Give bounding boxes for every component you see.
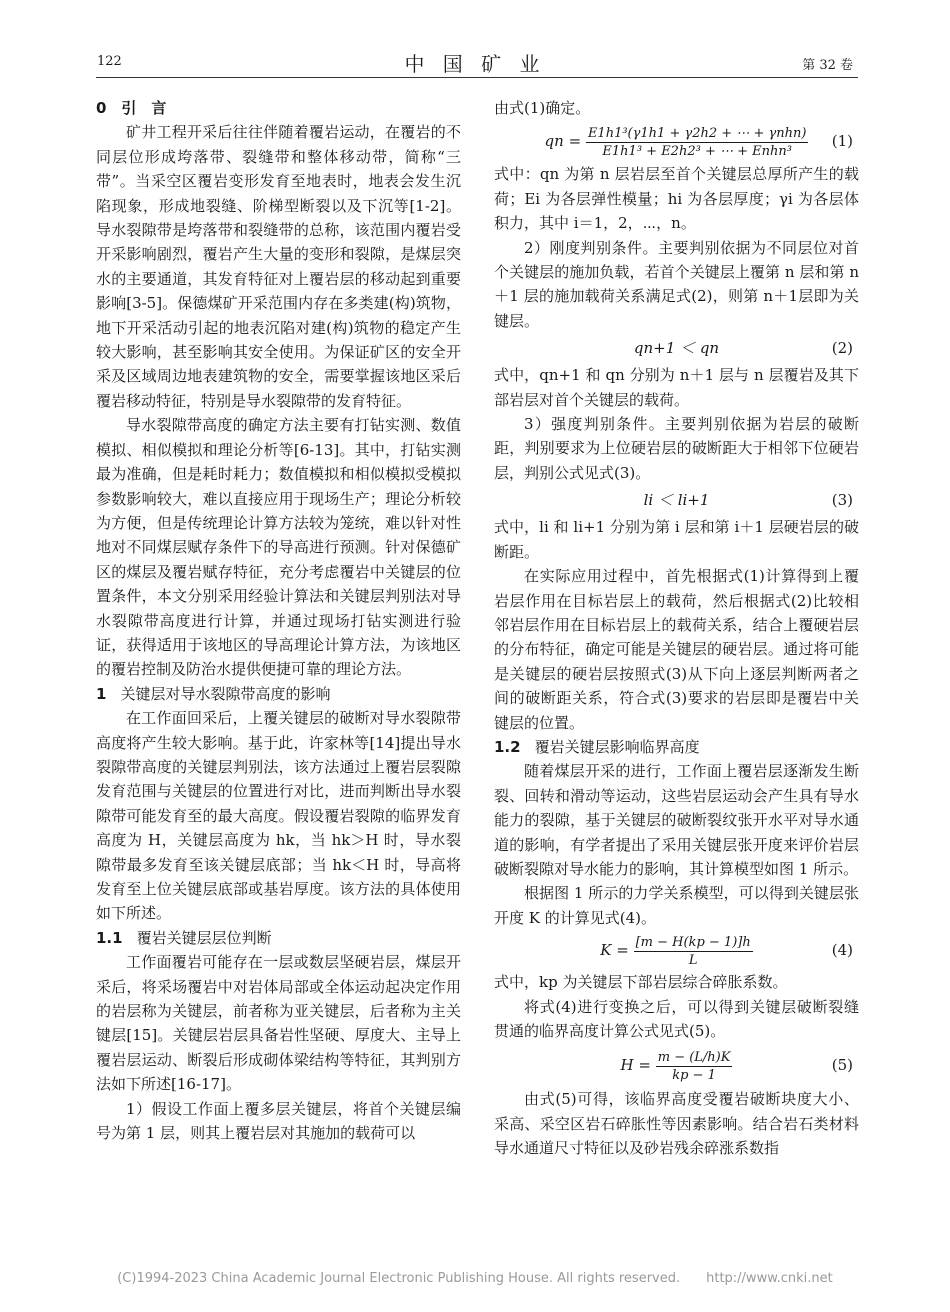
numerator: [m − H(kp − 1)]h xyxy=(635,934,751,950)
equation-2 xyxy=(494,333,859,363)
paragraph: 式中，kp 为关键层下部岩层综合碎胀系数。 xyxy=(494,973,788,992)
paragraph: 式中，li 和 li+1 分别为第 i 层和第 i＋1 层硬岩层的破断距。 xyxy=(494,518,859,561)
paragraph: 将式(4)进行变换之后，可以得到关键层破断裂缝贯通的临界高度计算公式见式(5)。 xyxy=(494,997,859,1040)
page-number: 122 xyxy=(97,54,122,69)
equation-3 xyxy=(494,485,859,515)
fraction xyxy=(656,1049,733,1084)
paragraph: 导水裂隙带高度的确定方法主要有打钻实测、数值模拟、相似模拟和理论分析等[6-13]。其中，打钻实测最为准确，但是耗时耗力；数值模拟和相似模拟受模拟参数影响较大，难以直接应用于现场生产；理论分析较为方便，但是传统理论计算方法较为笼统，难以针对性地对不同煤层赋存条件下的导高进行预测。针对保德矿区的煤层及覆岩赋存特征，充分考虑覆岩中关键层的位置条件，本文分别采用经验计算法和关键层判别法对导水裂隙带高度进行计算，并通过现场打钻实测进行验证，获得适用于该地区的导高理论计算方法，为该地区的覆岩控制及防治水提供便捷可靠的理论方法。 xyxy=(96,416,461,679)
right-column xyxy=(494,96,859,1161)
paragraph: 2）刚度判别条件。主要判别依据为不同层位对首个关键层的施加负载，若首个关键层上覆第 n 层和第 n＋1 层的施加载荷关系满足式(2)，则第 n＋1层即为关键层。 xyxy=(494,238,859,330)
paragraph: 式中，qn+1 和 qn 分别为 n＋1 层与 n 层覆岩及其下部岩层对首个关键层的载荷。 xyxy=(494,366,859,409)
equation-number: (1) xyxy=(831,132,853,151)
paragraph: 工作面覆岩可能存在一层或数层坚硬岩层，煤层开采后，将采场覆岩中对岩体局部或全体运动起决定作用的岩层称为关键层，前者称为亚关键层，后者称为主关键层[15]。关键层岩层具备岩性坚硬、厚度大、主导上覆岩层运动、断裂后形成砌体梁结构等特征，其判别方法如下所述[16-17]。 xyxy=(96,953,461,1094)
paragraph: 由式(1)确定。 xyxy=(494,99,591,117)
paragraph: 随着煤层开采的进行，工作面上覆岩层逐渐发生断裂、回转和滑动等运动，这些岩层运动会产生具有导水能力的裂隙，基于关键层的破断裂纹张开水平对导水通道的影响，有学者提出了采用关键层张开度来评价岩层破断裂隙对导水能力的影响，其计算模型如图 1 所示。 xyxy=(494,762,859,878)
equation-number: (5) xyxy=(831,1056,853,1075)
journal-name: 中 国 矿 业 xyxy=(404,52,546,76)
section-heading-1-2 xyxy=(494,735,859,759)
numerator: m − (L/h)K xyxy=(657,1049,731,1065)
numerator: E1h1³(γ1h1 + γ2h2 + ⋯ + γnhn) xyxy=(587,125,807,141)
denominator: kp − 1 xyxy=(672,1067,716,1083)
paragraph: 由式(5)可得，该临界高度受覆岩破断块度大小、采高、采空区岩石碎胀性等因素影响。结合岩石类材料导水通道尺寸特征以及砂岩残余碎涨系数指 xyxy=(494,1090,859,1158)
section-number: 1.2 xyxy=(494,737,521,756)
section-heading-intro: 0 引 言 xyxy=(96,99,167,117)
equation-5 xyxy=(494,1043,859,1087)
volume-label: 第 32 卷 xyxy=(802,58,853,73)
header-divider xyxy=(96,77,858,78)
equation-body: li ＜ li+1 xyxy=(643,491,710,510)
equation-number: (3) xyxy=(831,491,853,510)
paragraph: 式中：qn 为第 n 层岩层至首个关键层总厚所产生的载荷；Ei 为各层弹性模量；hi 为各层厚度；γi 为各层体积力，其中 i＝1，2，⋯，n。 xyxy=(494,165,859,233)
section-title: 覆岩关键层影响临界高度 xyxy=(534,737,700,756)
page-header xyxy=(0,52,950,76)
paragraph: 矿井工程开采后往往伴随着覆岩运动，在覆岩的不同层位形成垮落带、裂缝带和整体移动带，简称“三带”。当采空区覆岩变形发育至地表时，地表会发生沉陷现象，形成地裂缝、阶梯型断裂以及下沉等[1-2]。导水裂隙带是垮落带和裂缝带的总称，该范围内覆岩受开采影响剧烈，覆岩产生大量的变形和裂隙，是煤层突水的主要通道，其发育特征对上覆岩层的移动起到重要影响[3-5]。保德煤矿开采范围内存在多类建(构)筑物，地下开采活动引起的地表沉陷对建(构)筑物的稳定产生较大影响，甚至影响其安全使用。为保证矿区的安全开采及区域周边地表建筑物的安全，需要掌握该地区采后覆岩移动特征，特别是导水裂隙带的发育特征。 xyxy=(96,123,461,410)
equation-lhs: K = xyxy=(600,941,629,960)
denominator: L xyxy=(688,952,698,968)
equation-4 xyxy=(494,930,859,970)
paragraph: 在实际应用过程中，首先根据式(1)计算得到上覆岩层作用在目标岩层上的载荷，然后根据式(2)比较相邻岩层作用在目标岩层上的载荷关系，结合上覆硬岩层的分布特征，确定可能是关键层的硬岩层。通过将可能是关键层的硬岩层按照式(3)从下向上逐层判断两者之间的破断距关系，符合式(3)要求的岩层即是覆岩中关键层的位置。 xyxy=(494,567,859,732)
copyright-footer: (C)1994-2023 China Academic Journal Electronic Publishing House. All rights reserved. http://www.cnki.net xyxy=(117,1271,833,1286)
equation-body: qn+1 ＜ qn xyxy=(633,339,720,358)
equation-lhs: H = xyxy=(620,1056,651,1075)
section-title: 覆岩关键层层位判断 xyxy=(136,928,272,947)
paragraph: 1）假设工作面上覆多层关键层，将首个关键层编号为第 1 层，则其上覆岩层对其施加的载荷可以 xyxy=(96,1099,461,1143)
section-heading-1 xyxy=(96,682,461,706)
paragraph: 在工作面回采后，上覆关键层的破断对导水裂隙带高度将产生较大影响。基于此，许家林等[14]提出导水裂隙带高度的关键层判别法，该方法通过上覆岩层裂隙发育范围与关键层的位置进行对比，进而判断出导水裂隙带可能发育至的最大高度。假设覆岩裂隙的临界发育高度为 H，关键层高度为 hk，当 hk＞H 时，导水裂隙带最多发育至该关键层底部；当 hk＜H 时，导高将发育至上位关键层底部或基岩厚度。该方法的具体使用如下所述。 xyxy=(96,709,461,923)
section-title: 关键层对导水裂隙带高度的影响 xyxy=(120,684,331,703)
equation-number: (4) xyxy=(831,941,853,960)
section-heading-1-1 xyxy=(96,926,461,950)
equation-number: (2) xyxy=(831,339,853,358)
paragraph: 3）强度判别条件。主要判别依据为岩层的破断距，判别要求为上位硬岩层的破断距大于相邻下位硬岩层，判别公式见式(3)。 xyxy=(494,415,859,482)
fraction xyxy=(586,125,809,160)
section-number: 1.1 xyxy=(96,928,123,947)
denominator: E1h1³ + E2h2³ + ⋯ + Enhn³ xyxy=(602,143,792,159)
equation-1 xyxy=(494,120,859,162)
fraction xyxy=(634,934,753,969)
equation-lhs: qn = xyxy=(544,132,582,151)
paragraph: 根据图 1 所示的力学关系模型，可以得到关键层张开度 K 的计算见式(4)。 xyxy=(494,884,859,927)
left-column xyxy=(96,96,461,1145)
section-number: 1 xyxy=(96,684,107,703)
